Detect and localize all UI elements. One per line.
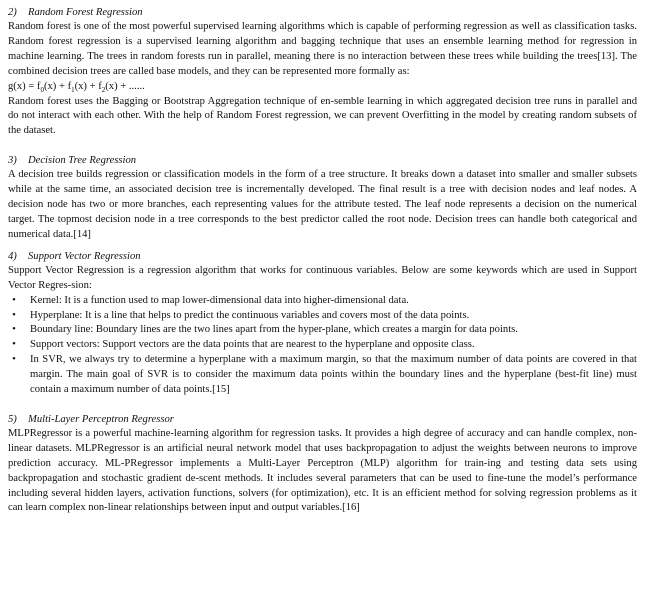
section-decision-tree — [8, 153, 637, 243]
section-number: 2) — [8, 7, 17, 18]
section-paragraph: MLPRegressor is a powerful machine-learning algorithm for regression tasks. It provides a high degree of accuracy and can handle complex, non-linear datasets. MLPRegressor is an artificial neural network model that uses backpropagation to adjust the weights between neurons to improve prediction accuracy. ML-PRegressor implements a Multi-Layer Perceptron (MLP) algorithm for train-ing and testing data sets using backpropagation and stochastic gradient de-scent methods. It includes several parameters that can be used to fine-tune the model’s performance including several hidden layers, activation functions, solvers (for optimization), etc. It is an efficient method for solving regression problems as it can learn complex non-linear relationships between input and output variables.[16] — [8, 427, 637, 514]
bullet-icon: • — [12, 294, 16, 306]
bullet-icon: • — [12, 309, 16, 321]
section-number: 5) — [8, 413, 17, 425]
section-paragraph: A decision tree builds regression or classification models in the form of a tree structure. It breaks down a dataset into smaller and smaller subsets while at the same time, an associated decision tree is incrementally developed. The final result is a tree with decision nodes and leaf nodes. A decision node has two or more branches, each representing values for the attribute tested. The leaf node represents a decision on the numerical target. The topmost decision node in a tree corresponds to the best predictor called the root node. Decision trees can handle both categorical and numerical data.[14] — [8, 169, 637, 240]
section-support-vector — [8, 249, 637, 398]
section-mlp-regressor — [8, 412, 637, 516]
section-heading — [8, 249, 637, 264]
list-item: • Kernel: It is a function used to map lower-dimensional data into higher-dimensional data. — [8, 294, 637, 309]
section-heading — [8, 5, 637, 20]
section-title: Multi-Layer Perceptron Regressor — [28, 413, 174, 425]
list-item: • In SVR, we always try to determine a hyperplane with a maximum margin, so that the maximum number of data points are covered in that margin. The main goal of SVR is to consider the maximum data points within the boundary lines and the hyperplane (best-fit line) must contain a maximum number of data points.[15] — [8, 353, 637, 398]
section-paragraph: Random forest uses the Bagging or Bootstrap Aggregation technique of en-semble learning in which aggregated decision tree runs in parallel and do not interact with each other. With the help of Random Forest regression, we can prevent Overfitting in the model by creating random subsets of the dataset. — [8, 95, 637, 137]
section-title: Decision Tree Regression — [28, 155, 137, 167]
section-number: 4) — [8, 250, 17, 262]
section-random-forest — [8, 5, 637, 139]
bullet-icon: • — [12, 339, 16, 351]
list-item: • Support vectors: Support vectors are the data points that are nearest to the hyperplane and opposite class. — [8, 338, 637, 353]
equation: $g(x) = f_0(x) + f_1(x) + f_2(x)$ + ...... — [8, 80, 145, 94]
section-number: 3) — [8, 155, 17, 167]
list-item: • Boundary line: Boundary lines are the two lines apart from the hyper-plane, which creates a margin for data points. — [8, 323, 637, 338]
section-title: Support Vector Regression — [28, 250, 141, 262]
section-heading — [8, 153, 637, 168]
bullet-icon: • — [12, 354, 16, 366]
bullet-icon: • — [12, 324, 16, 336]
bullet-list — [8, 294, 637, 398]
section-paragraph: Support Vector Regression is a regression algorithm that works for continuous variables. Below are some keywords which are used in Support Vector Regres-sion: — [8, 264, 637, 291]
section-gap — [8, 398, 637, 412]
section-heading — [8, 412, 637, 427]
section-gap — [8, 139, 637, 153]
section-paragraph: Random forest is one of the most powerful supervised learning algorithms which is capable of performing regression as well as classification tasks. Random forest regression is a supervised learning algorithm and bagging technique that uses an ensemble learning method for regression in machine learning. The trees in random forests run in parallel, meaning there is no interaction between these trees while building the trees[13]. The combined decision trees are called base models, and they can be represented more formally as: — [8, 21, 637, 77]
section-title: Random Forest Regression — [28, 7, 143, 18]
list-item: • Hyperplane: It is a line that helps to predict the continuous variables and covers most of the data points. — [8, 309, 637, 324]
